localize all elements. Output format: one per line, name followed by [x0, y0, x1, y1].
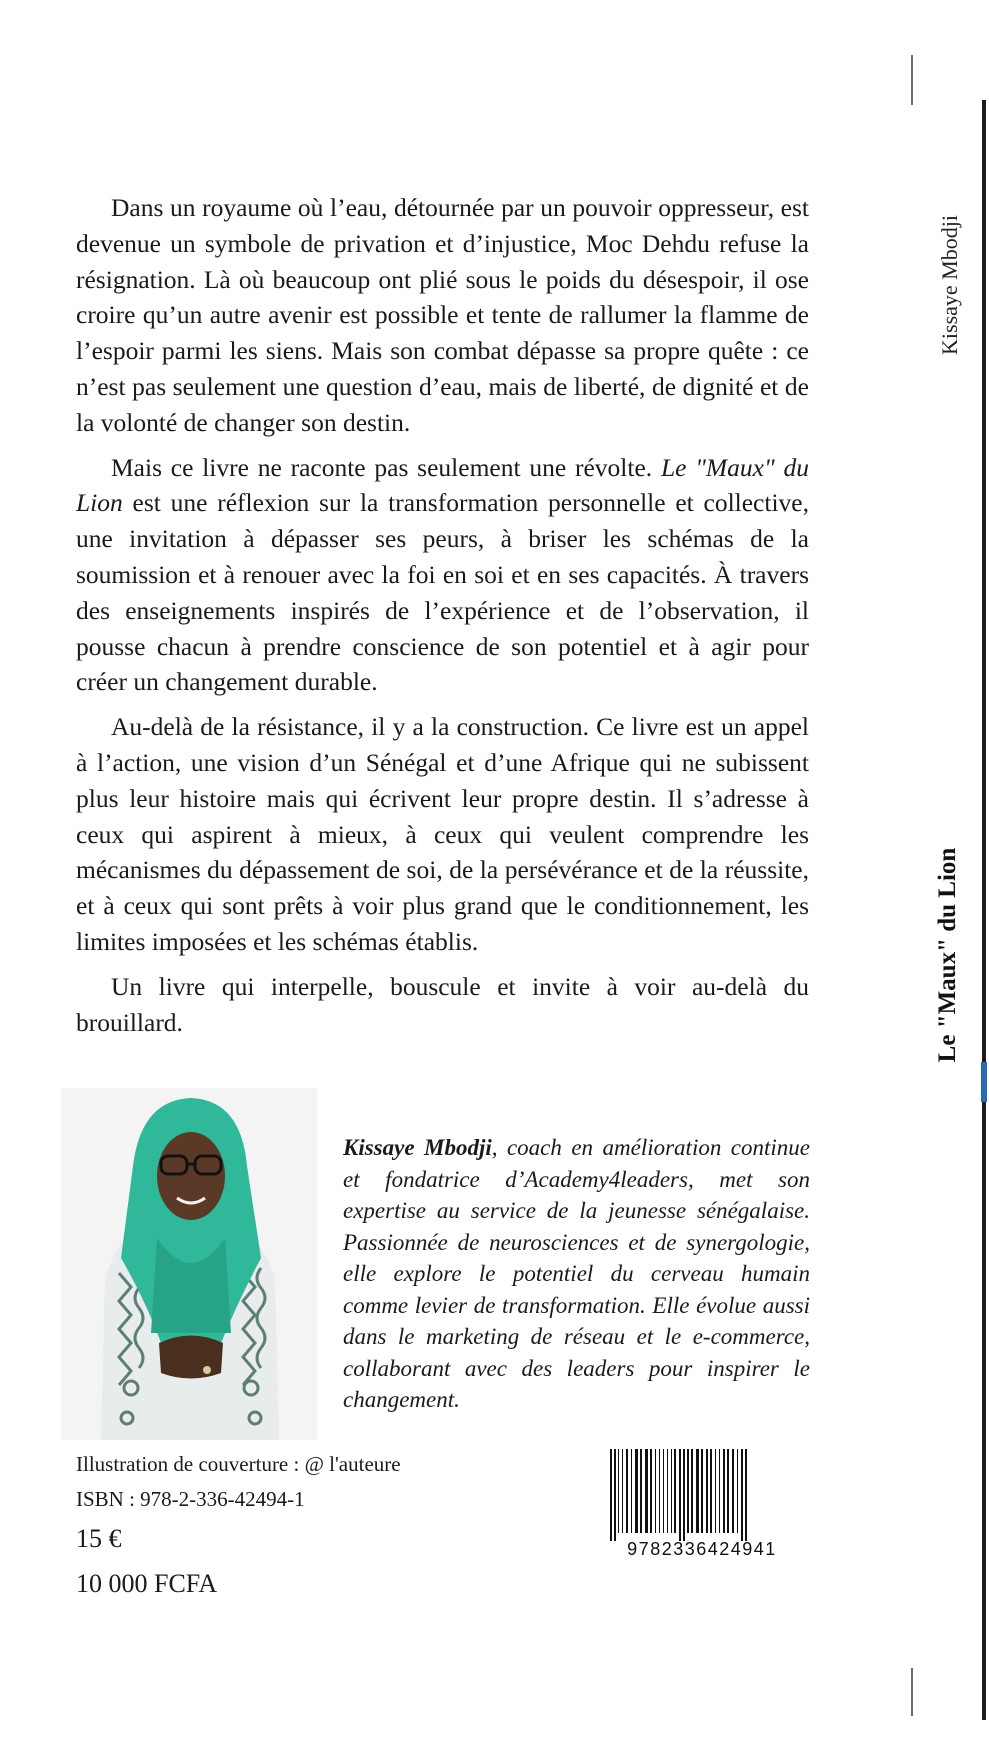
barcode-bar	[655, 1449, 656, 1533]
description-text: Mais ce livre ne raconte pas seulement une révolte.	[111, 452, 661, 482]
description-paragraph	[76, 450, 809, 701]
barcode-bar	[610, 1449, 612, 1541]
barcode-bar	[674, 1449, 676, 1533]
trim-mark-top	[911, 55, 913, 105]
barcode-bar	[667, 1449, 668, 1533]
author-bio	[343, 1132, 810, 1416]
description-paragraph: Au-delà de la résistance, il y a la construction. Ce livre est un appel à l’action, une vision d’un Sénégal et d’une Afrique qui ne subissent plus leur histoire mais qui écrivent leur propre destin. Il s’adresse à ceux qui aspirent à mieux, à ceux qui veulent comprendre les mécanismes du dépassement de soi, de la persévérance et de la réussite, et à ceux qui sont prêts à voir plus grand que le conditionnement, les limites imposées et les schémas établis.	[76, 712, 809, 956]
author-bio-text: , coach en amélioration continue et fondatrice d’Academy4leaders, met son expertise au service de la jeunesse sénégalaise. Passionnée de neurosciences et de synergologie, elle explore le potentiel du cerveau humain comme levier de transformation. Elle évolue aussi dans le marketing de réseau et le e-commerce, collaborant avec des leaders pour inspirer le changement.	[343, 1135, 811, 1412]
barcode-bar	[715, 1449, 716, 1533]
description-text: est une réflexion sur la transformation personnelle et collective, une invitation à dépasser ses peurs, à briser les schémas de la soumission et à renouer avec la foi en soi et en ses capacités. À travers des enseignements inspirés de l’expérience et de l’observation, il pousse chacun à prendre conscience de son potentiel et à agir pour créer un changement durable.	[76, 488, 809, 697]
barcode-bar	[719, 1449, 720, 1533]
barcode-bar	[737, 1449, 738, 1533]
barcode-bar	[663, 1449, 664, 1533]
isbn-barcode	[600, 1447, 805, 1559]
barcode-bar	[696, 1449, 699, 1533]
barcode-bar	[701, 1449, 703, 1533]
barcode-bar	[683, 1449, 685, 1541]
description-paragraph: Un livre qui interpelle, bouscule et invite à voir au-delà du brouillard.	[76, 971, 809, 1037]
barcode-bar	[614, 1449, 616, 1541]
barcode-bar	[710, 1449, 712, 1533]
barcode-digits: 9782336424941	[627, 1539, 777, 1559]
description-paragraph: Dans un royaume où l’eau, détournée par un pouvoir oppresseur, est devenue un symbole de privation et d’injustice, Moc Dehdu refuse la résignation. Là où beaucoup ont plié sous le poids du désespoir, il ose croire qu’un autre avenir est possible et tente de rallumer la flamme de l’espoir parmi les siens. Mais son combat dépasse sa propre quête : ce n’est pas seulement une question d’eau, mais de liberté, de dignité et de la volonté de changer son destin.	[76, 193, 809, 437]
trim-mark-bottom	[911, 1668, 913, 1716]
back-cover-description	[76, 190, 809, 1049]
barcode-bar	[723, 1449, 725, 1533]
book-title-inline: Le "Maux" du Lion	[76, 452, 809, 518]
author-name: Kissaye Mbodji	[343, 1135, 492, 1160]
barcode-bar	[650, 1449, 652, 1533]
spine-author: Kissaye Mbodji	[937, 215, 962, 355]
price-eur: 15 €	[76, 1524, 122, 1553]
barcode-bar	[622, 1449, 623, 1533]
spine-title: Le "Maux" du Lion	[934, 847, 961, 1063]
barcode-bar	[732, 1449, 734, 1533]
barcode-bar	[635, 1449, 638, 1533]
barcode-bar	[687, 1449, 689, 1533]
barcode-bar	[640, 1449, 642, 1533]
barcode-bar	[727, 1449, 729, 1533]
spine-accent	[981, 1062, 987, 1102]
spine-edge	[982, 100, 986, 1720]
barcode-bar	[626, 1449, 628, 1533]
isbn-label: ISBN : 978-2-336-42494-1	[76, 1487, 305, 1511]
barcode-bar	[645, 1449, 648, 1533]
cover-illustration-credit: Illustration de couverture : @ l'auteure	[76, 1452, 401, 1476]
barcode-bar	[745, 1449, 747, 1541]
price-fcfa: 10 000 FCFA	[76, 1569, 218, 1598]
barcode-bar	[679, 1449, 681, 1541]
barcode-bar	[631, 1449, 632, 1533]
barcode-bar	[706, 1449, 708, 1533]
barcode-bar	[659, 1449, 660, 1533]
barcode-bar	[671, 1449, 672, 1533]
barcode-bar	[618, 1449, 619, 1533]
barcode-bar	[741, 1449, 743, 1541]
author-photo	[61, 1088, 317, 1440]
barcode-bar	[691, 1449, 693, 1533]
